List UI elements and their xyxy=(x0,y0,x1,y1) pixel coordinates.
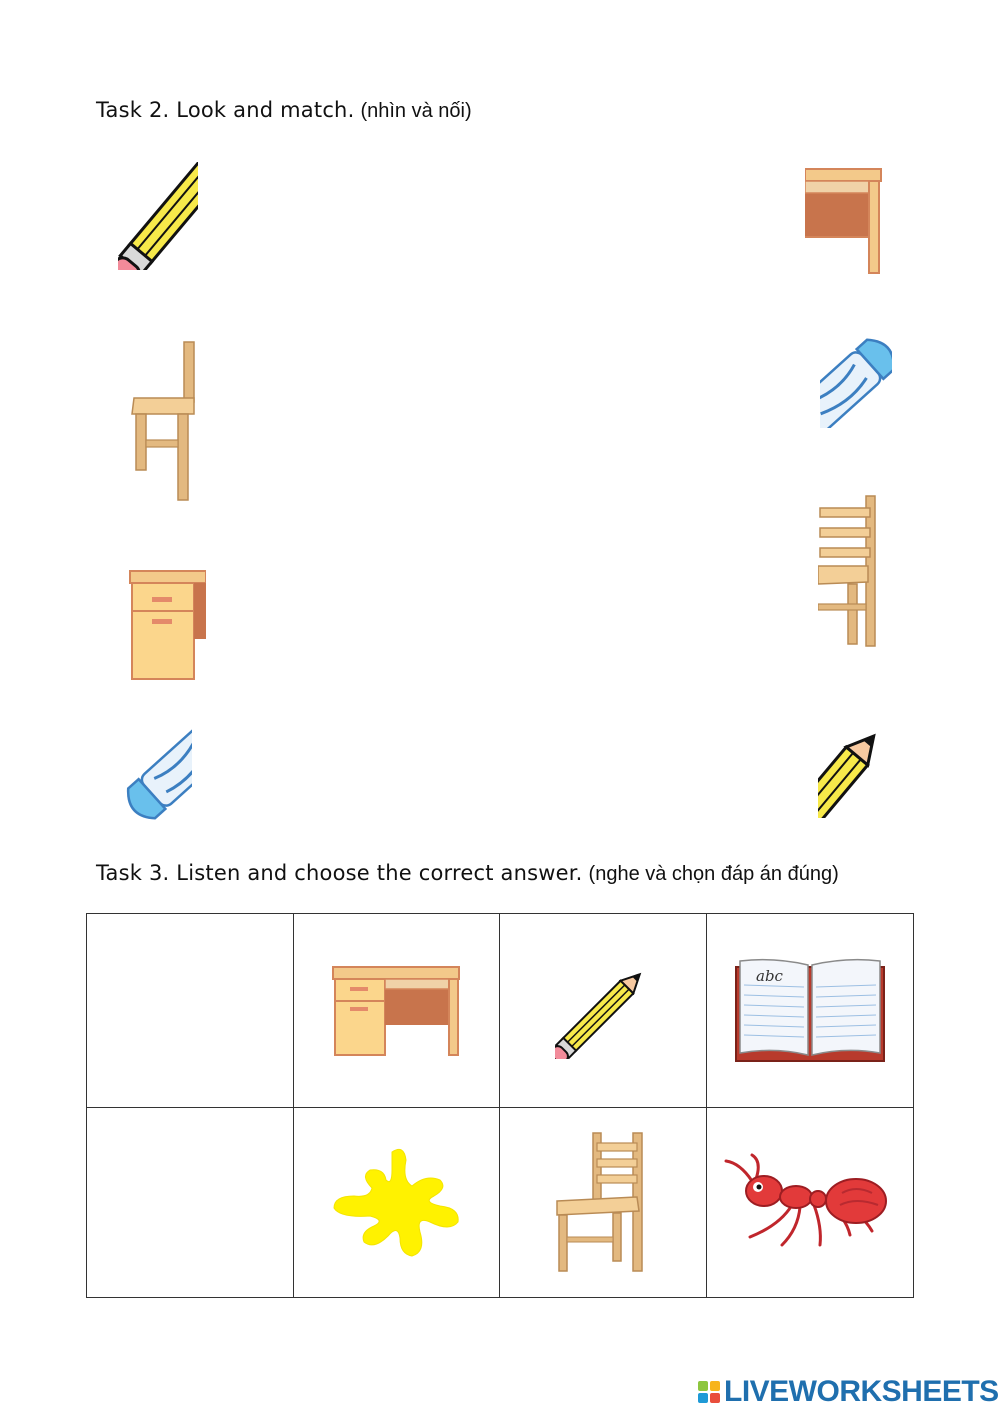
task3-subtitle: (nghe và chọn đáp án đúng) xyxy=(588,863,839,885)
chair-back-half-icon[interactable] xyxy=(818,494,880,648)
eraser-tip-half-icon[interactable] xyxy=(122,728,194,820)
liveworksheets-logo xyxy=(698,1376,999,1408)
task2-title xyxy=(96,98,472,123)
book-icon xyxy=(734,957,886,1065)
table-row xyxy=(87,914,914,1108)
desk-drawers-half-icon[interactable] xyxy=(128,569,206,681)
pencil-eraser-half-icon[interactable] xyxy=(118,162,200,270)
answer-option-cell[interactable] xyxy=(707,914,914,1108)
desk-side-half-icon[interactable] xyxy=(805,167,883,277)
answer-option-cell[interactable] xyxy=(293,914,500,1108)
pencil-tip-half-icon[interactable] xyxy=(817,722,883,818)
logo-text: LIVEWORKSHEETS xyxy=(724,1375,999,1408)
ant-icon xyxy=(722,1153,898,1253)
answer-option-cell[interactable] xyxy=(707,1108,914,1298)
task3-title xyxy=(96,861,839,886)
answer-blank-cell[interactable] xyxy=(87,1108,294,1298)
task2-heading: Task 2. Look and match. xyxy=(96,98,355,122)
answer-option-cell[interactable] xyxy=(293,1108,500,1298)
answer-blank-cell[interactable] xyxy=(87,914,294,1108)
answer-table xyxy=(86,913,914,1298)
eraser-top-half-icon[interactable] xyxy=(818,334,892,428)
task2-subtitle: (nhìn và nối) xyxy=(360,100,472,122)
task3-heading: Task 3. Listen and choose the correct answer. xyxy=(96,861,583,885)
pencil-icon xyxy=(555,963,651,1059)
logo-badge-icon xyxy=(698,1381,720,1403)
answer-option-cell[interactable] xyxy=(500,1108,707,1298)
book-abc-text: abc xyxy=(756,966,783,985)
chair-icon xyxy=(553,1131,653,1275)
yellow-splash-icon xyxy=(330,1146,462,1260)
desk-icon xyxy=(331,965,461,1057)
chair-front-half-icon[interactable] xyxy=(128,340,198,502)
table-row xyxy=(87,1108,914,1298)
answer-option-cell[interactable] xyxy=(500,914,707,1108)
